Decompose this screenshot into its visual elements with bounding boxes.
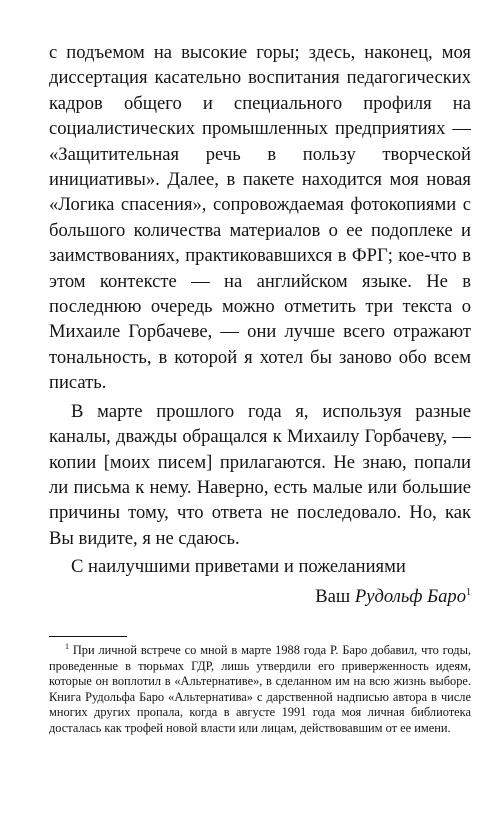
signature-name: Рудольф Баро — [354, 585, 466, 607]
main-text — [49, 40, 471, 609]
footnote-divider — [49, 636, 127, 637]
footnote-reference: 1 — [466, 586, 471, 598]
closing-line: С наилучшими приветами и пожеланиями — [71, 556, 406, 578]
signature-prefix: Ваш — [315, 585, 351, 607]
signature — [49, 584, 471, 609]
footnote-text: При личной встрече со мной в марте 1988 года Р. Баро добавил, что годы, проведенные в тюрьмах ГДР, лишь утвердили его приверженность идеям, которые он воплотил в «Альтернативе», в сделанном им на всю жизнь выборе. Книга Рудольфа Баро «Альтернатива» с дарственной надписью автора в числе многих других пропала, когда в августе 1991 года моя личная библиотека досталась как трофей новой власти или лицам, действовавшим от ее имени. — [49, 643, 471, 735]
footnote — [49, 643, 471, 737]
paragraph-1: с подъемом на высокие горы; здесь, наконец, моя диссертация касательно воспитания педагогических кадров общего и специального профиля на социалистических промышленных предприятиях — «Защитительная речь в пользу творческой инициативы». Далее, в пакете находится моя новая «Логика спасения», сопровождаемая фотокопиями с большого количества материалов о ее подоплеке и заимствованиях, практиковавшихся в ФРГ; кое-что в этом контексте — на английском языке. Не в последнюю очередь можно отметить три текста о Михаиле Горбачеве, — они лучше всего отражают тональность, в которой я хотел бы заново обо всем писать. — [49, 42, 471, 394]
paragraph-2: В марте прошлого года я, используя разные каналы, дважды обращался к Михаилу Горбачеву, — копии [моих писем] прилагаются. Не знаю, попали ли письма к нему. Наверно, есть малые или большие причины тому, что ответа не последовало. Но, как Вы видите, я не сдаюсь. — [49, 400, 471, 549]
footnote-marker: 1 — [65, 641, 69, 651]
